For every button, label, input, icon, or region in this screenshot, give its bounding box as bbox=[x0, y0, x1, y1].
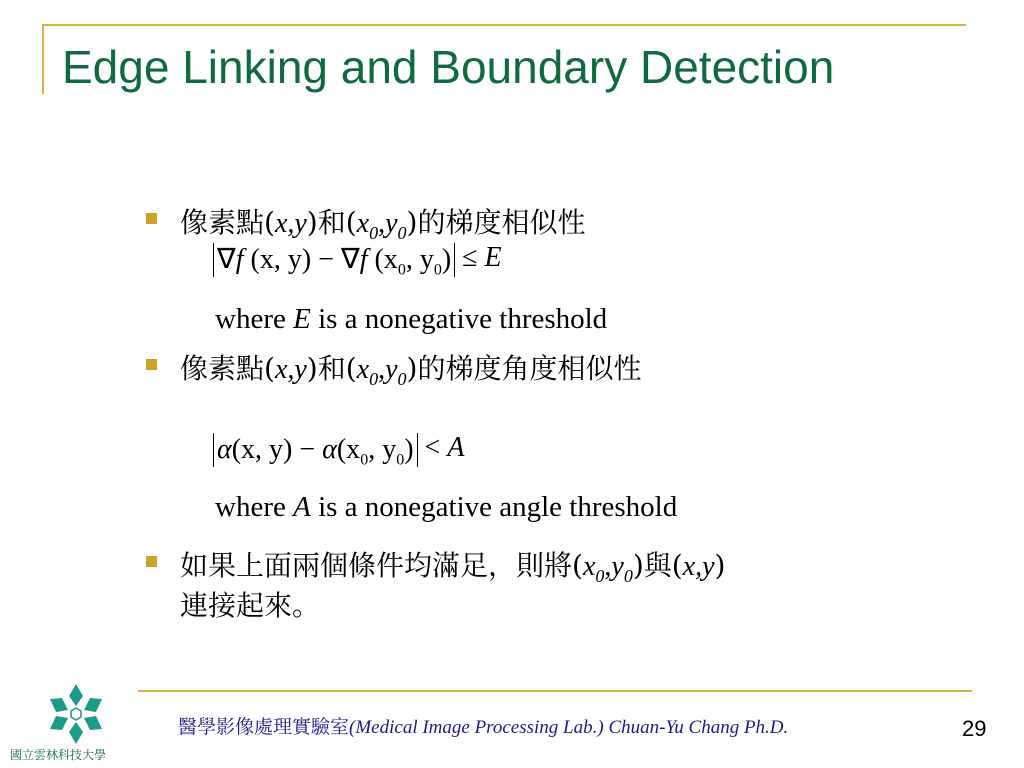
nabla-symbol: ∇ bbox=[340, 243, 360, 275]
bullet-sub: 0 bbox=[623, 565, 633, 586]
formula-sub: 0 bbox=[396, 451, 405, 469]
formula-args: (x, y) − bbox=[231, 433, 323, 465]
where-var: A bbox=[293, 491, 311, 523]
square-bullet-icon bbox=[146, 556, 157, 567]
where-post: is a nonegative threshold bbox=[310, 303, 608, 335]
formula-relation: ≤ bbox=[455, 242, 485, 273]
bullet-comma: , bbox=[378, 208, 386, 239]
formula-args: ) bbox=[441, 243, 452, 275]
footer-credit bbox=[178, 712, 788, 739]
bullet-comma: , bbox=[378, 354, 386, 385]
func-f: f bbox=[235, 243, 244, 275]
gradient-formula bbox=[213, 242, 502, 277]
bullet-text-post: )的梯度角度相似性 bbox=[406, 352, 642, 385]
left-rule bbox=[42, 24, 44, 94]
formula-args: , y bbox=[405, 243, 434, 275]
angle-formula bbox=[213, 432, 464, 467]
bullet-comma: , bbox=[604, 551, 612, 582]
formula-sub: 0 bbox=[397, 261, 406, 279]
bullet-text-mid: )與( bbox=[632, 549, 683, 582]
bullet-var-x0: x bbox=[356, 208, 370, 239]
alpha-symbol: α bbox=[322, 433, 337, 465]
square-bullet-icon bbox=[146, 359, 157, 370]
bullet-var-x0: x bbox=[582, 551, 596, 582]
where-line-2 bbox=[215, 491, 677, 524]
bullet-text-pre: 像素點( bbox=[180, 206, 275, 239]
bullet-text-3 bbox=[180, 544, 725, 587]
footer-rule bbox=[138, 690, 972, 692]
formula-sub: 0 bbox=[360, 451, 369, 469]
bullet-sub: 0 bbox=[397, 222, 407, 243]
formula-rhs: E bbox=[484, 242, 502, 273]
bullet-sub: 0 bbox=[397, 368, 407, 389]
bullet-text-pre: 像素點( bbox=[180, 352, 275, 385]
bullet-text-mid: )和( bbox=[306, 206, 357, 239]
bullet-text-1 bbox=[180, 201, 585, 244]
bullet-sub: 0 bbox=[369, 222, 379, 243]
bullet-var-xy: x,y bbox=[682, 551, 715, 582]
bullet-sub: 0 bbox=[369, 368, 379, 389]
bullet-var-y0: y bbox=[385, 354, 398, 385]
formula-args: (x, y) − bbox=[243, 243, 341, 275]
bullet-text-mid: )和( bbox=[306, 352, 357, 385]
bullet-text-2 bbox=[180, 347, 641, 390]
footer-lab-en: (Medical Image Processing Lab.) Chuan-Yu Chang Ph.D. bbox=[349, 717, 789, 738]
where-var: E bbox=[293, 303, 311, 335]
footer-lab-zh: 醫學影像處理實驗室 bbox=[178, 716, 350, 738]
bullet-text-3-line2: 連接起來。 bbox=[180, 589, 321, 622]
bullet-text-post: )的梯度相似性 bbox=[406, 206, 586, 239]
logo-caption: 國立雲林科技大學 bbox=[10, 748, 107, 762]
formula-args: ) bbox=[404, 433, 414, 465]
where-post: is a nonegative angle threshold bbox=[310, 491, 678, 523]
formula-rhs: A bbox=[447, 432, 465, 463]
formula-args: (x bbox=[336, 433, 361, 465]
bullet-var-x0: x bbox=[356, 354, 370, 385]
formula-args: , y bbox=[368, 433, 397, 465]
nabla-symbol: ∇ bbox=[217, 243, 236, 275]
abs-bars bbox=[213, 243, 455, 277]
bullet-var-y0: y bbox=[385, 208, 398, 239]
bullet-sub: 0 bbox=[595, 565, 605, 586]
where-pre: where bbox=[215, 303, 294, 335]
page-number: 29 bbox=[962, 716, 987, 741]
bullet-var-y0: y bbox=[611, 551, 624, 582]
bullet-var-xy: x,y bbox=[274, 354, 307, 385]
func-f: f bbox=[359, 243, 368, 275]
where-pre: where bbox=[215, 491, 294, 523]
where-line-1 bbox=[215, 303, 607, 336]
abs-bars bbox=[213, 433, 418, 467]
bullet-text-pre: 如果上面兩個條件均滿足，則將( bbox=[180, 549, 583, 582]
square-bullet-icon bbox=[146, 213, 157, 224]
bullet-var-xy: x,y bbox=[274, 208, 307, 239]
formula-sub: 0 bbox=[433, 261, 442, 279]
page-title: Edge Linking and Boundary Detection bbox=[62, 41, 835, 93]
formula-relation: < bbox=[417, 432, 448, 463]
top-rule bbox=[42, 24, 966, 26]
bullet-text-post: ) bbox=[714, 549, 726, 582]
alpha-symbol: α bbox=[217, 433, 232, 465]
formula-args: (x bbox=[367, 243, 398, 275]
